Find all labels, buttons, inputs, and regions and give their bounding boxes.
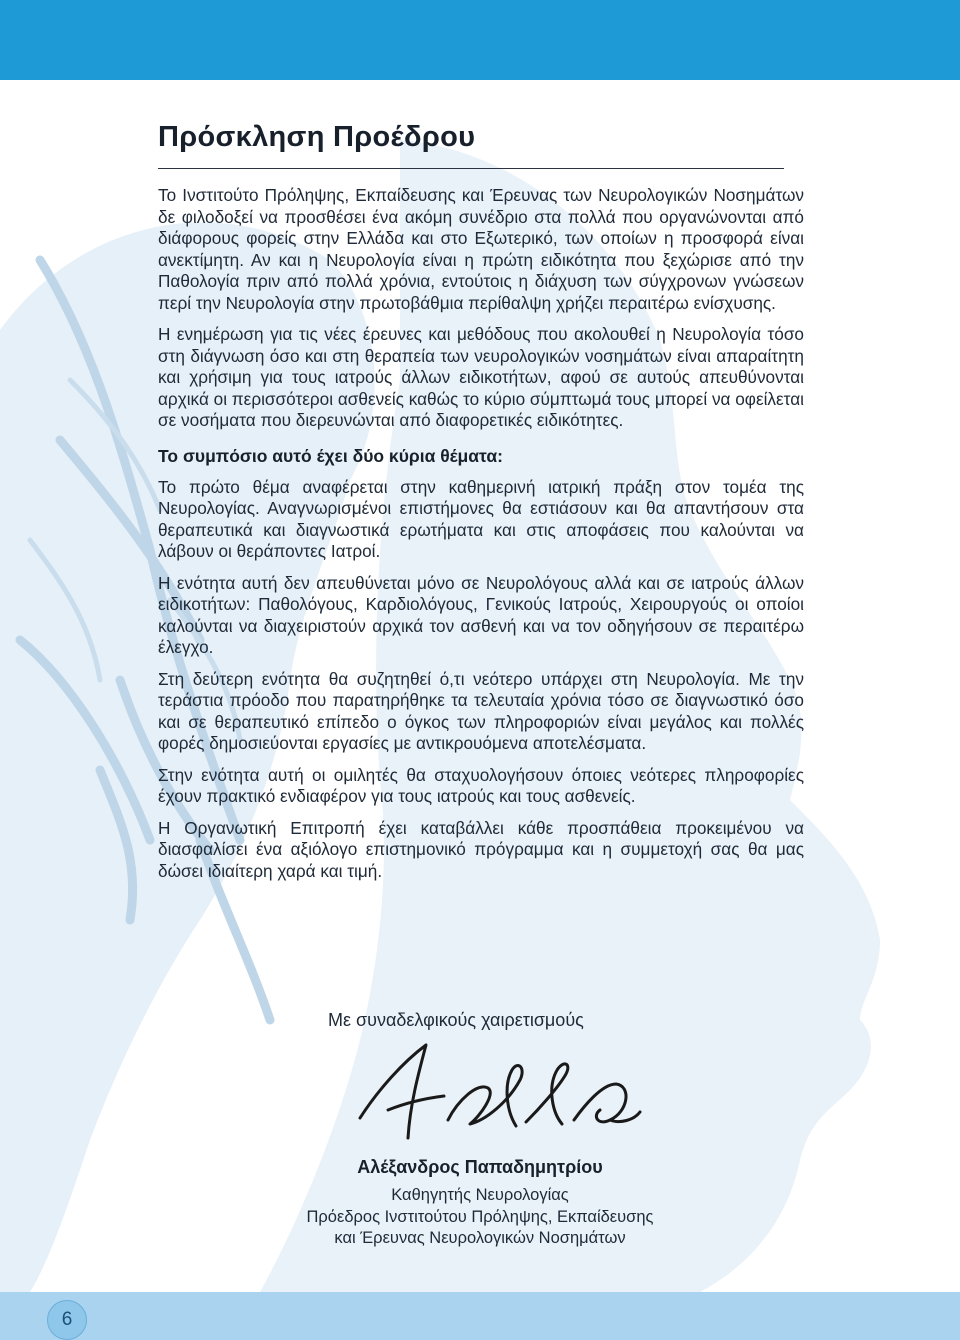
section-subheading: Το συμπόσιο αυτό έχει δύο κύρια θέματα: — [158, 445, 503, 466]
signatory-organization: και Έρευνας Νευρολογικών Νοσημάτων — [334, 1229, 626, 1247]
paragraph: Το Ινστιτούτο Πρόληψης, Εκπαίδευσης και Έρευνας των Νευρολογικών Νοσημάτων δε φιλοδοξεί να προσθέσει ένα ακόμη συνέδριο στα πολλά που οργανώνονται από διάφορους φορείς στην Ελλάδα και στο Εξωτερικό, των οποίων η προσφορά είναι ανεκτίμητη. Αν και η Νευρολογία είναι η πρώτη ειδικότητα που ξεχώρισε από την Παθολογία πριν από πολλά χρόνια, εντούτοις η διάχυση των σύγχρονων γνώσεων περί την Νευρολογία στην πρωτοβάθμια περίθαλψη χρήζει περαιτέρω ενίσχυσης. — [158, 185, 804, 313]
page-number: 6 — [47, 1300, 87, 1340]
title-divider — [158, 168, 784, 169]
letter-content — [158, 117, 804, 892]
signatory-title: Καθηγητής Νευρολογίας — [391, 1186, 569, 1204]
bottom-color-bar — [0, 1292, 960, 1340]
signature-image — [348, 1040, 648, 1150]
paragraph: Η ενημέρωση για τις νέες έρευνες και μεθόδους που ακολουθεί η Νευρολογία τόσο στη διάγνωση όσο και στη θεραπεία των νευρολογικών νοσημάτων είναι απαραίτητη και χρήσιμη για τους ιατρούς άλλων ειδικοτήτων, αφού σε αυτούς απευθύνονται αρχικά οι περισσότεροι ασθενείς καθώς το κύριο σύμπτωμά τους μπορεί να οφείλεται σε νοσήματα που διερευνώνται από διαφορετικές ειδικότητες. — [158, 324, 804, 430]
paragraph: Η Οργανωτική Επιτροπή έχει καταβάλλει κάθε προσπάθεια προκειμένου να διασφαλίσει ένα αξιόλογο επιστημονικό πρόγραμμα και η συμμετοχή σας θα μας δώσει ιδιαίτερη χαρά και τιμή. — [158, 817, 804, 881]
paragraph: Η ενότητα αυτή δεν απευθύνεται μόνο σε Νευρολόγους αλλά και σε ιατρούς άλλων ειδικοτήτων: Παθολόγους, Καρδιολόγους, Γενικούς Ιατρούς, Χειρουργούς οι οποίοι καλούνται να διαχειριστούν αρχικά τον ασθενή και να τον οδηγήσουν σε περαιτέρω έλεγχο. — [158, 572, 804, 657]
top-color-bar — [0, 0, 960, 80]
signatory-name: Αλέξανδρος Παπαδημητρίου — [357, 1157, 603, 1177]
closing-greeting: Με συναδελφικούς χαιρετισμούς — [328, 1010, 584, 1030]
paragraph: Στη δεύτερη ενότητα θα συζητηθεί ό,τι νεότερο υπάρχει στη Νευρολογία. Με την τεράστια πρόοδο που παρατηρήθηκε τα τελευταία χρόνια τόσο σε διαγνωστικό όσο και σε θεραπευτικό επίπεδο ο όγκος των πληροφοριών είναι μεγάλος και πολλές φορές δημοσιεύονται εργασίες με αντικρουόμενα αποτελέσματα. — [158, 668, 804, 753]
paragraph: Το πρώτο θέμα αναφέρεται στην καθημερινή ιατρική πράξη στον τομέα της Νευρολογίας. Αναγνωρισμένοι επιστήμονες θα εστιάσουν και θα απαντήσουν στα θεραπευτικά και διαγνωστικά ερωτήματα και στις αποφάσεις που καλούνται να λάβουν οι θεράποντες Ιατροί. — [158, 476, 804, 561]
paragraph: Στην ενότητα αυτή οι ομιλητές θα σταχυολογήσουν όποιες νεότερες πληροφορίες έχουν πρακτικό ενδιαφέρον για τους ιατρούς και τους ασθενείς. — [158, 764, 804, 806]
page-title: Πρόσκληση Προέδρου — [158, 121, 476, 153]
signatory-position: Πρόεδρος Ινστιτούτου Πρόληψης, Εκπαίδευσης — [306, 1208, 654, 1226]
